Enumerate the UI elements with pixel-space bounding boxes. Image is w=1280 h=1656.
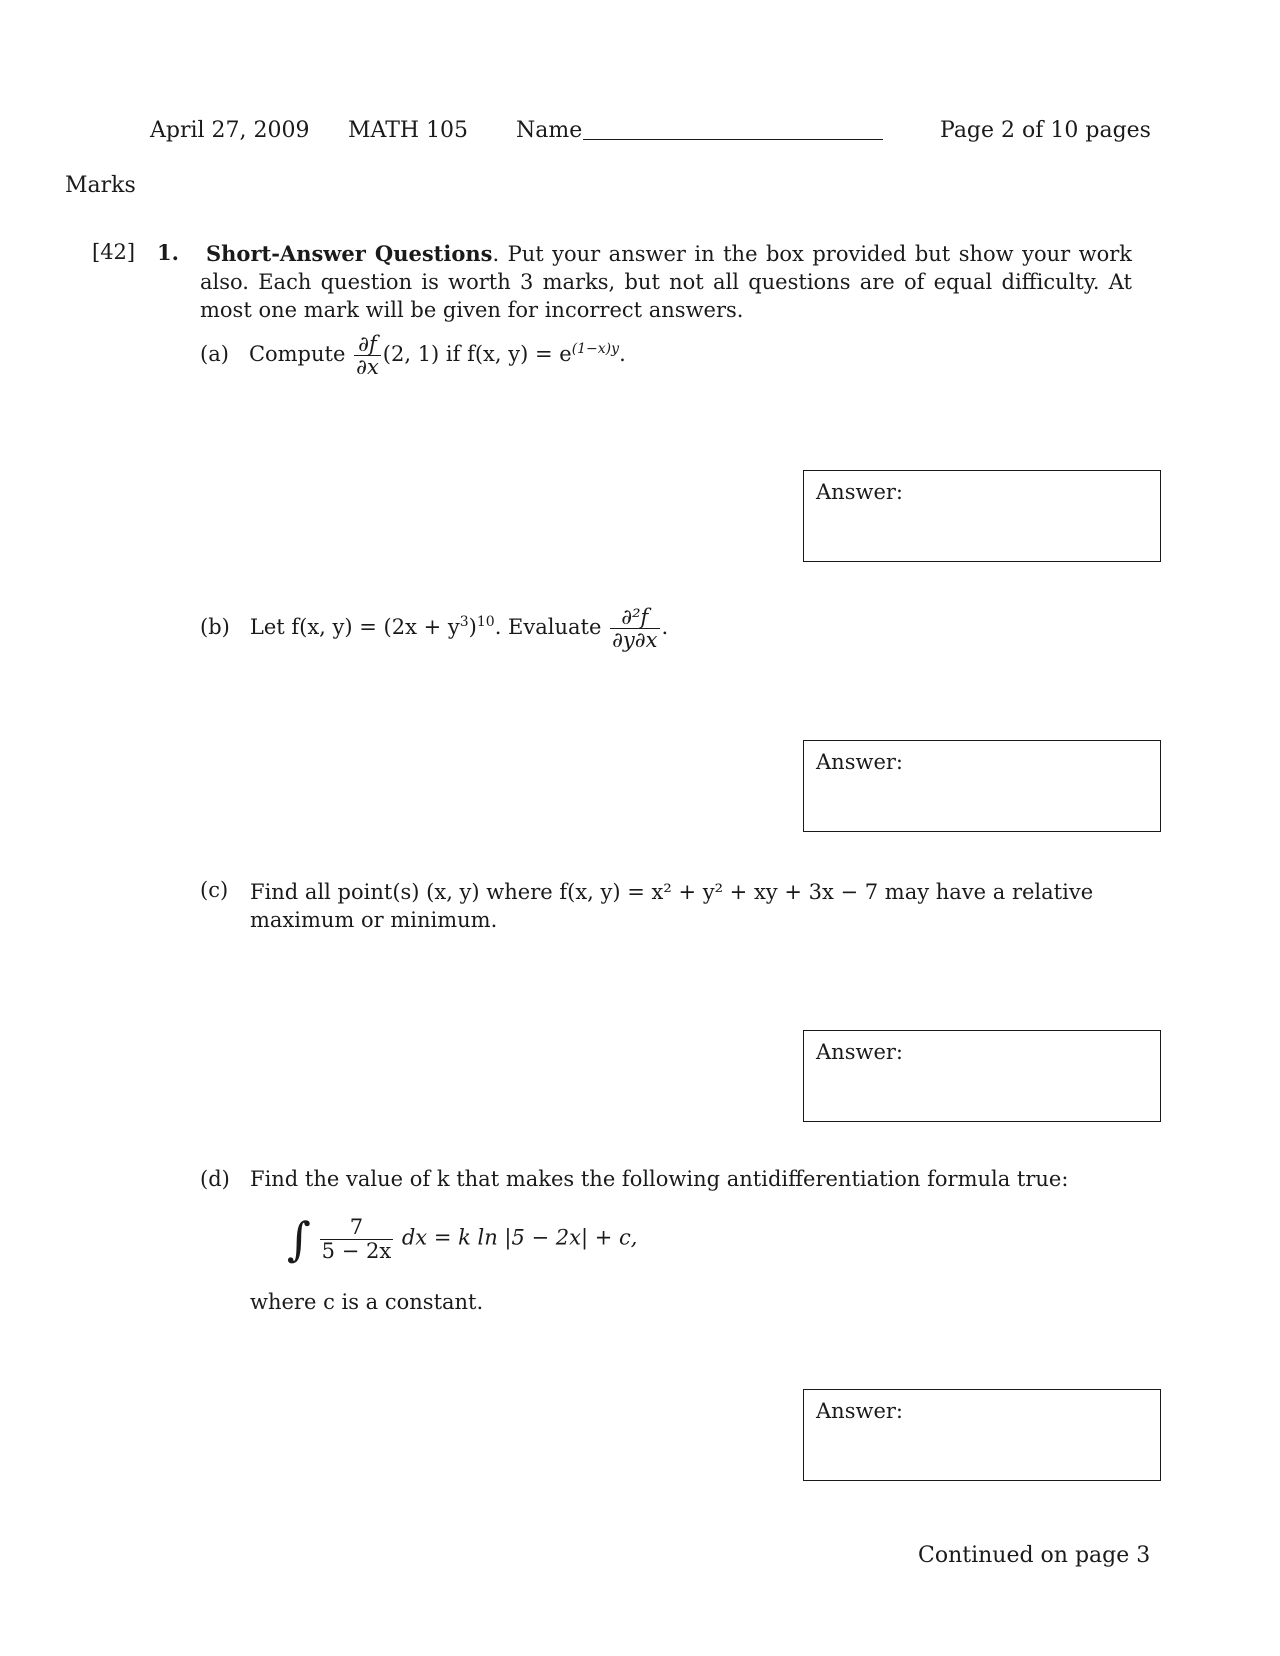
- part-a-tail: (2, 1) if f(x, y) = e: [382, 342, 572, 367]
- integral-sign: ∫: [287, 1212, 311, 1266]
- part-a-question: [200, 333, 626, 378]
- part-d-formula-tail: dx = k ln |5 − 2x| + c,: [401, 1225, 638, 1250]
- part-d-label: (d): [200, 1167, 230, 1191]
- part-d-frac-num: 7: [320, 1216, 394, 1239]
- part-a-label: (a): [200, 342, 229, 367]
- part-b-cube: 3: [459, 614, 469, 631]
- part-a-exponent: (1−x)y: [571, 341, 620, 358]
- part-b-frac-num: ∂²f: [610, 606, 659, 629]
- part-a-end: .: [619, 342, 626, 367]
- part-b-exponent: 10: [476, 614, 495, 631]
- marks-label: Marks: [65, 173, 136, 198]
- continued-note: Continued on page 3: [918, 1543, 1151, 1568]
- answer-label: Answer:: [816, 1040, 903, 1064]
- course-code: MATH 105: [348, 118, 469, 143]
- name-label: Name: [516, 118, 583, 143]
- part-b-label: (b): [200, 615, 230, 640]
- part-b-text: Let f(x, y) = (2x + y: [249, 615, 460, 640]
- part-a-text: Compute: [248, 342, 346, 367]
- part-b-close: ): [468, 615, 477, 640]
- question-intro: [200, 240, 1132, 324]
- part-b-frac-den: ∂y∂x: [612, 628, 658, 653]
- answer-label: Answer:: [816, 1399, 903, 1423]
- answer-box-d[interactable]: [803, 1389, 1161, 1481]
- part-d-frac-den: 5 − 2x: [321, 1238, 392, 1263]
- part-c-text: Find all point(s) (x, y) where f(x, y) = x² + y² + xy + 3x − 7 may have a relative maximum or minimum.: [250, 880, 1094, 932]
- question-number: 1.: [157, 240, 179, 265]
- exam-date: April 27, 2009: [150, 118, 310, 143]
- part-d-note: where c is a constant.: [250, 1290, 484, 1314]
- part-d-fraction: [320, 1216, 394, 1261]
- question-title: Short-Answer Questions: [206, 241, 493, 266]
- part-a-frac-den: ∂x: [356, 355, 379, 380]
- page-info: Page 2 of 10 pages: [940, 118, 1151, 143]
- part-b-end: .: [661, 615, 669, 640]
- question-intro-text: . Put your answer in the box provided but show your work also. Each question is worth 3 marks, but not all questions are of equal difficulty. At most one mark will be given for incorrect answers.: [200, 242, 1133, 322]
- total-marks: [42]: [92, 240, 136, 264]
- answer-box-b[interactable]: [803, 740, 1161, 832]
- answer-box-c[interactable]: [803, 1030, 1161, 1122]
- part-b-fraction: [610, 606, 659, 651]
- part-d-formula: [287, 1212, 637, 1266]
- part-b-mid: . Evaluate: [494, 615, 602, 640]
- part-a-frac-num: ∂f: [354, 333, 381, 356]
- answer-label: Answer:: [816, 480, 903, 504]
- part-d-text: Find the value of k that makes the following antidifferentiation formula true:: [250, 1167, 1069, 1191]
- part-b-question: [200, 606, 668, 651]
- name-blank-line[interactable]: [583, 139, 883, 140]
- part-c-label: (c): [200, 878, 229, 902]
- part-a-fraction: [354, 333, 381, 378]
- answer-label: Answer:: [816, 750, 903, 774]
- answer-box-a[interactable]: [803, 470, 1161, 562]
